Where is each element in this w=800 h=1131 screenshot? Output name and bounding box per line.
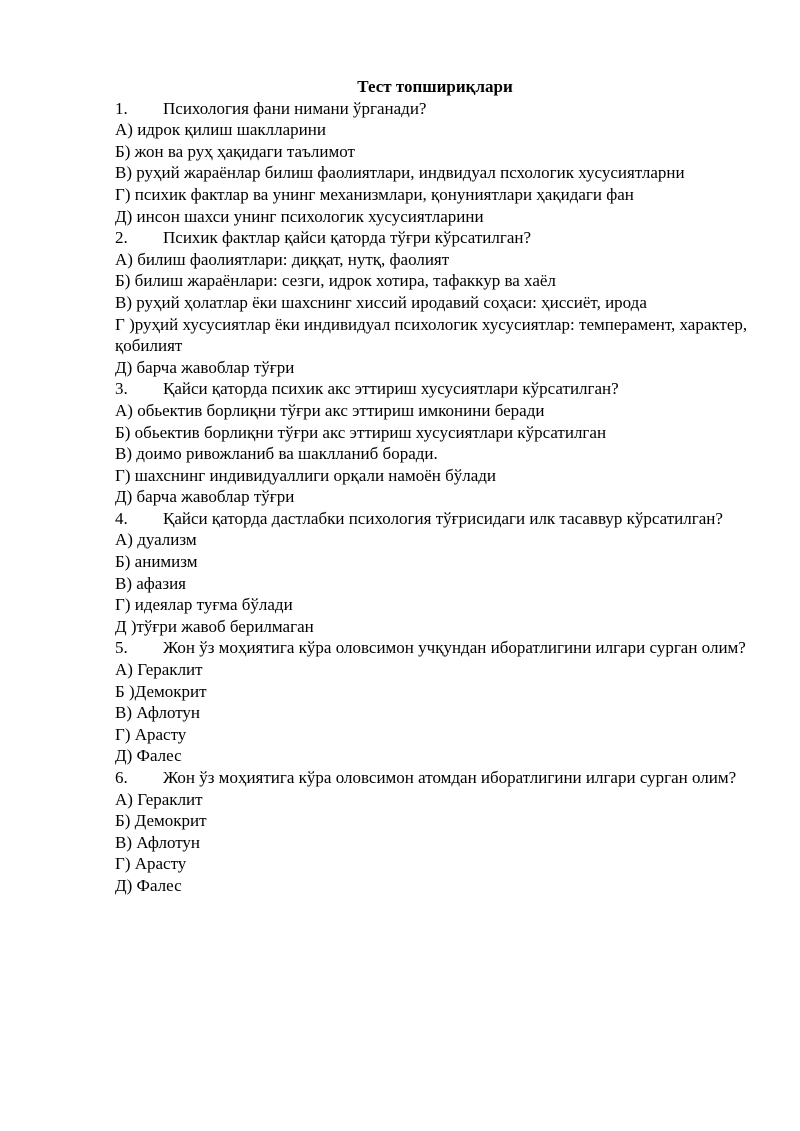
answer-option: Д) барча жавоблар тўғри	[115, 487, 295, 507]
answer-option: А) идрок қилиш шаклларини	[115, 120, 326, 140]
question-label: Жон ўз моҳиятига кўра оловсимон атомдан иборатлигини илгари сурган олим?	[163, 768, 737, 787]
question-label: Қайси қаторда психик акс эттириш хусусиятлари кўрсатилган?	[163, 379, 619, 399]
answer-option: В) руҳий ҳолатлар ёки шахснинг хиссий иродавий соҳаси: ҳиссиёт, ирода	[115, 292, 647, 312]
question-block	[115, 508, 755, 638]
answer-option: Д) барча жавоблар тўғри	[115, 357, 295, 377]
question-block	[115, 637, 755, 767]
answer-option: А) Гераклит	[115, 660, 203, 680]
question-text	[115, 98, 755, 120]
question-label: Қайси қаторда дастлабки психология тўғрисидаги илк тасаввур кўрсатилган?	[163, 508, 723, 528]
question-block	[115, 227, 755, 378]
answer-option: В) Афлотун	[115, 703, 201, 723]
answer-option: Б) анимизм	[115, 552, 198, 572]
question-block	[115, 98, 755, 228]
question-block	[115, 767, 755, 897]
answer-option: Г) Арасту	[115, 854, 187, 874]
answer-option: Д )тўғри жавоб берилмаган	[115, 616, 314, 636]
answer-option: Д) Фалес	[115, 746, 182, 766]
answer-option: А) Гераклит	[115, 789, 203, 809]
question-text	[115, 637, 755, 659]
answer-option: Г) идеялар туғма бўлади	[115, 595, 293, 615]
answer-option: Б) жон ва руҳ ҳақидаги таълимот	[115, 141, 355, 161]
question-number: 1.	[115, 98, 128, 118]
question-text	[115, 508, 755, 530]
question-number: 2.	[115, 228, 128, 248]
answer-option: Г) психик фактлар ва унинг механизмлари, қонуниятлари ҳақидаги фан	[115, 184, 634, 204]
answer-option: А) билиш фаолиятлари: диққат, нутқ, фаолият	[115, 249, 450, 269]
answer-option: Г) Арасту	[115, 724, 187, 744]
answer-option: Б) обьектив борлиқни тўғри акс эттириш хусусиятлари кўрсатилган	[115, 422, 607, 442]
question-label: Психология фани нимани ўрганади?	[163, 98, 427, 118]
answer-option: В) руҳий жараёнлар билиш фаолиятлари, индвидуал псхологик хусусиятларни	[115, 163, 685, 183]
answer-option: Г) шахснинг индивидуаллиги орқали намоён бўлади	[115, 465, 497, 485]
document-page	[115, 76, 755, 897]
answer-option: А) дуализм	[115, 530, 197, 550]
question-label: Жон ўз моҳиятига кўра оловсимон учқундан иборатлигини илгари сурган олим?	[163, 638, 746, 658]
page-title: Тест топшириқлари	[357, 77, 513, 96]
question-block	[115, 378, 755, 508]
answer-option: А) обьектив борлиқни тўғри акс эттириш имконини беради	[115, 400, 545, 420]
question-list	[115, 98, 755, 897]
answer-option: В) афазия	[115, 573, 186, 593]
answer-option: Д) инсон шахси унинг психологик хусусиятларини	[115, 206, 484, 226]
question-number: 3.	[115, 379, 128, 399]
question-number: 4.	[115, 508, 128, 528]
question-text	[115, 378, 755, 400]
question-text	[115, 227, 755, 249]
answer-option: Г )руҳий хусусиятлар ёки индивидуал психологик хусусиятлар: темперамент, характер, қобилият	[115, 314, 748, 356]
answer-option: Б) Демокрит	[115, 811, 207, 831]
question-text	[115, 767, 755, 789]
question-label: Психик фактлар қайси қаторда тўғри кўрсатилган?	[163, 228, 532, 248]
answer-option: В) Афлотун	[115, 832, 201, 852]
question-number: 5.	[115, 638, 128, 658]
question-number: 6.	[115, 768, 128, 787]
answer-option: Б) билиш жараёнлари: сезги, идрок хотира, тафаккур ва хаёл	[115, 271, 556, 291]
answer-option: Д) Фалес	[115, 875, 182, 895]
answer-option: Б )Демокрит	[115, 681, 207, 701]
answer-option: В) доимо ривожланиб ва шаклланиб боради.	[115, 444, 438, 464]
